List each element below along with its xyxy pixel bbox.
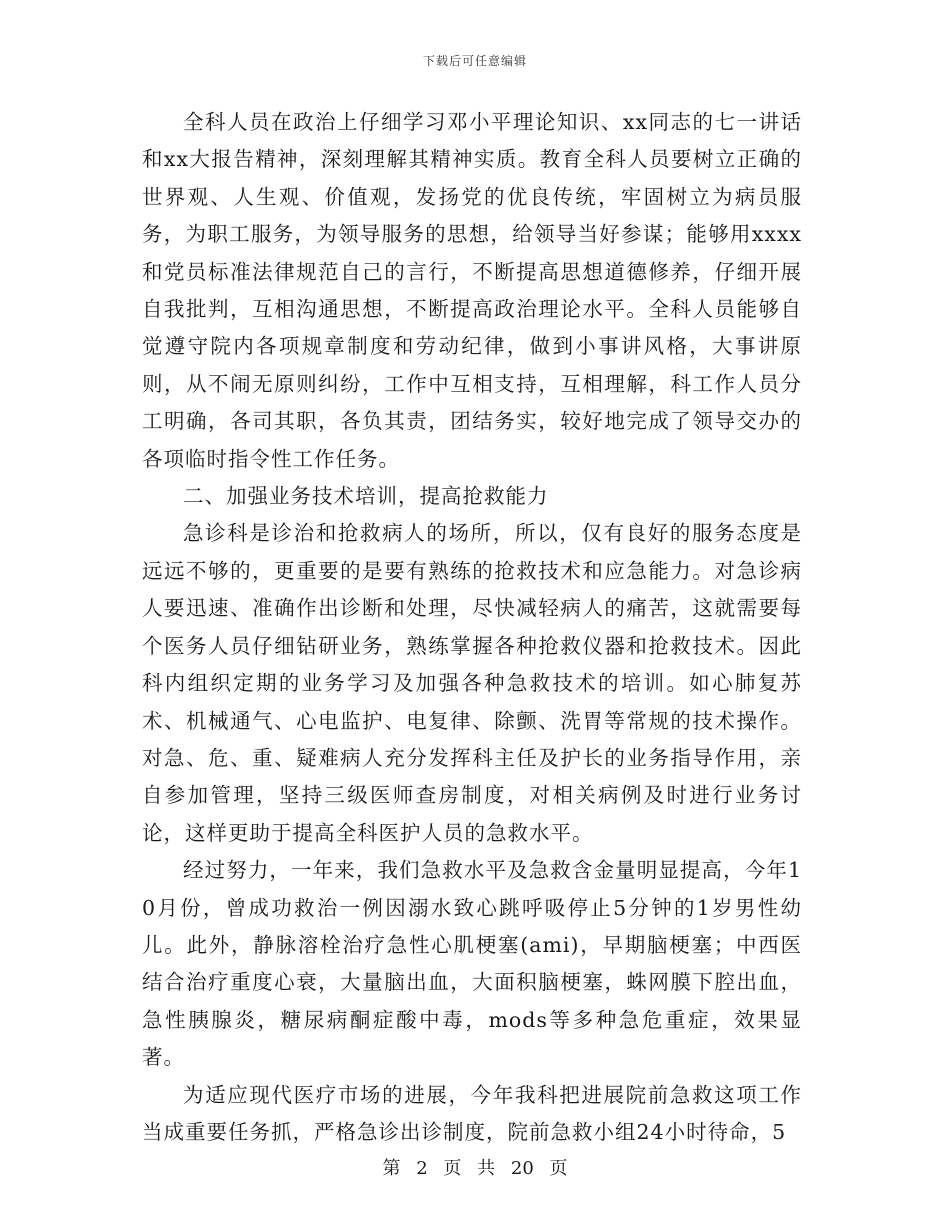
paragraph-achievements: 经过努力，一年来，我们急救水平及急救含金量明显提高，今年10月份，曾成功救治一例因溺水致心跳呼吸停止5分钟的1岁男性幼儿。此外，静脉溶栓治疗急性心肌梗塞(ami)，早期脑梗塞；中西医结合治疗重度心衰，大量脑出血，大面积脑梗塞，蛛网膜下腔出血，急性胰腺炎，糖尿病酮症酸中毒，mods等多种急危重症，效果显著。	[142, 858, 802, 1070]
paragraph-emergency-skills: 急诊科是诊治和抢救病人的场所，所以，仅有良好的服务态度是远远不够的，更重要的是要有熟练的抢救技术和应急能力。对急诊病人要迅速、准确作出诊断和处理，尽快减轻病人的痛苦，这就需要每个医务人员仔细钻研业务，熟练掌握各种抢救仪器和抢救技术。因此科内组织定期的业务学习及加强各种急救技术的培训。如心肺复苏术、机械通气、心电监护、电复律、除颤、洗胃等常规的技术操作。对急、危、重、疑难病人充分发挥科主任及护长的业务指导作用，亲自参加管理，坚持三级医师查房制度，对相关病例及时进行业务讨论，这样更助于提高全科医护人员的急救水平。	[142, 521, 802, 845]
header-note: 下载后可任意编辑	[422, 54, 527, 68]
paragraph-prehospital: 为适应现代医疗市场的进展，今年我科把进展院前急救这项工作当成重要任务抓，严格急诊出诊制度，院前急救小组24小时待命，5	[142, 1082, 802, 1144]
footer-current-page: 2	[416, 1158, 428, 1179]
footer-total-pages: 20	[510, 1158, 534, 1179]
footer-total-unit: 页	[549, 1158, 568, 1179]
footer-page-label: 第	[382, 1158, 401, 1179]
footer-page-unit: 页	[443, 1158, 462, 1179]
paragraph-political-study: 全科人员在政治上仔细学习邓小平理论知识、xx同志的七一讲话和xx大报告精神，深刻理解其精神实质。教育全科人员要树立正确的世界观、人生观、价值观，发扬党的优良传统，牢固树立为病员服务，为职工服务，为领导服务的思想，给领导当好参谋；能够用xxxx和党员标准法律规范自己的言行，不断提高思想道德修养，仔细开展自我批判，互相沟通思想，不断提高政治理论水平。全科人员能够自觉遵守院内各项规章制度和劳动纪律，做到小事讲风格，大事讲原则，从不闹无原则纠纷，工作中互相支持，互相理解，科工作人员分工明确，各司其职，各负其责，团结务实，较好地完成了领导交办的各项临时指令性工作任务。	[142, 110, 802, 471]
section-heading-training: 二、加强业务技术培训，提高抢救能力	[183, 484, 549, 509]
footer-total-label: 共	[477, 1158, 496, 1179]
page-footer	[0, 1154, 950, 1180]
document-body	[142, 104, 802, 1151]
